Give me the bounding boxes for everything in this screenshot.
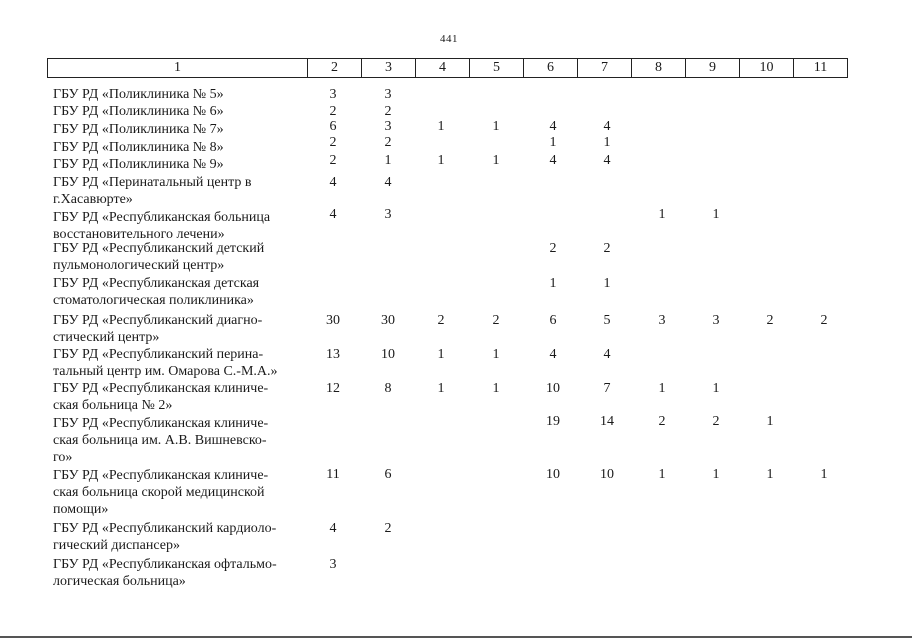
row-label — [53, 556, 318, 590]
row-value-col-8: 2 — [658, 414, 666, 429]
row-label-line: ГБУ РД «Поликлиника № 5» — [53, 87, 224, 102]
row-label-line: восстановительного лечени» — [53, 227, 225, 242]
row-label-line: го» — [53, 450, 73, 465]
row-value-col-7: 1 — [603, 276, 611, 291]
column-header-11: 11 — [794, 59, 848, 78]
row-value-col-10: 1 — [766, 414, 774, 429]
row-value-col-5: 1 — [492, 347, 500, 362]
row-label-line: ГБУ РД «Республиканская детская — [53, 276, 260, 291]
row-value-col-4: 1 — [437, 119, 445, 134]
row-value-col-2: 4 — [329, 175, 337, 190]
row-label-line: помощи» — [53, 502, 109, 517]
row-label — [53, 380, 318, 414]
row-value-col-6: 4 — [549, 119, 557, 134]
row-label — [53, 240, 318, 274]
row-value-col-7: 7 — [603, 381, 611, 396]
row-label-line: ская больница им. А.В. Вишневско- — [53, 433, 267, 448]
row-label-line: ГБУ РД «Республиканская клиниче- — [53, 381, 269, 396]
row-label-line: ГБУ РД «Республиканский кардиоло- — [53, 521, 277, 536]
row-label-line: тальный центр им. Омарова С.-М.А.» — [53, 364, 278, 379]
row-value-col-3: 30 — [381, 313, 395, 328]
row-value-col-3: 10 — [381, 347, 395, 362]
row-label — [53, 86, 318, 103]
page-bottom-rule — [0, 636, 912, 638]
row-value-col-2: 30 — [326, 313, 340, 328]
row-label — [53, 174, 318, 208]
row-label-line: ГБУ РД «Республиканская офтальмо- — [53, 557, 277, 572]
row-value-col-2: 6 — [329, 119, 337, 134]
row-value-col-7: 1 — [603, 135, 611, 150]
row-value-col-3: 3 — [384, 87, 392, 102]
row-label-line: ГБУ РД «Республиканский детский — [53, 241, 265, 256]
page-number: 441 — [440, 33, 458, 45]
row-value-col-4: 1 — [437, 153, 445, 168]
row-value-col-3: 8 — [384, 381, 392, 396]
row-label-line: ГБУ РД «Республиканская больница — [53, 210, 271, 225]
row-label — [53, 312, 318, 346]
row-value-col-7: 2 — [603, 241, 611, 256]
row-value-col-10: 2 — [766, 313, 774, 328]
row-label-line: гический диспансер» — [53, 538, 180, 553]
row-value-col-2: 13 — [326, 347, 340, 362]
row-value-col-5: 1 — [492, 381, 500, 396]
row-label-line: ская больница № 2» — [53, 398, 173, 413]
row-value-col-4: 1 — [437, 381, 445, 396]
column-header-8: 8 — [632, 59, 686, 78]
row-label-line: ГБУ РД «Поликлиника № 7» — [53, 122, 224, 137]
row-value-col-7: 14 — [600, 414, 614, 429]
row-label — [53, 346, 318, 380]
row-value-col-7: 10 — [600, 467, 614, 482]
row-label-line: ГБУ РД «Поликлиника № 6» — [53, 104, 224, 119]
row-value-col-6: 4 — [549, 153, 557, 168]
row-value-col-4: 1 — [437, 347, 445, 362]
row-label-line: пульмонологический центр» — [53, 258, 225, 273]
row-label-line: ГБУ РД «Республиканская клиниче- — [53, 468, 269, 483]
row-label-line: ГБУ РД «Перинатальный центр в — [53, 175, 252, 190]
column-header-9: 9 — [686, 59, 740, 78]
row-label-line: логическая больница» — [53, 574, 186, 589]
row-label-line: ГБУ РД «Республиканский диагно- — [53, 313, 263, 328]
row-value-col-9: 1 — [712, 467, 720, 482]
row-value-col-3: 1 — [384, 153, 392, 168]
row-value-col-8: 3 — [658, 313, 666, 328]
row-label — [53, 415, 318, 466]
row-value-col-6: 1 — [549, 135, 557, 150]
row-value-col-2: 3 — [329, 557, 337, 572]
column-header-2: 2 — [308, 59, 362, 78]
row-value-col-8: 1 — [658, 207, 666, 222]
row-value-col-3: 4 — [384, 175, 392, 190]
row-value-col-7: 4 — [603, 347, 611, 362]
row-value-col-7: 5 — [603, 313, 611, 328]
row-label-line: стический центр» — [53, 330, 160, 345]
row-value-col-6: 6 — [549, 313, 557, 328]
row-value-col-9: 3 — [712, 313, 720, 328]
row-value-col-9: 2 — [712, 414, 720, 429]
column-header-1: 1 — [48, 59, 308, 78]
row-value-col-9: 1 — [712, 207, 720, 222]
row-value-col-4: 2 — [437, 313, 445, 328]
row-label — [53, 467, 318, 518]
row-label — [53, 156, 318, 173]
row-label — [53, 121, 318, 138]
column-header-3: 3 — [362, 59, 416, 78]
row-value-col-9: 1 — [712, 381, 720, 396]
row-value-col-6: 2 — [549, 241, 557, 256]
row-value-col-3: 6 — [384, 467, 392, 482]
row-value-col-3: 3 — [384, 207, 392, 222]
row-label — [53, 139, 318, 156]
row-label-line: ГБУ РД «Республиканская клиниче- — [53, 416, 269, 431]
row-value-col-6: 4 — [549, 347, 557, 362]
row-value-col-2: 2 — [329, 135, 337, 150]
row-value-col-3: 2 — [384, 521, 392, 536]
column-header-10: 10 — [740, 59, 794, 78]
row-value-col-3: 2 — [384, 104, 392, 119]
row-value-col-5: 1 — [492, 119, 500, 134]
row-value-col-11: 1 — [820, 467, 828, 482]
row-value-col-2: 2 — [329, 104, 337, 119]
row-value-col-6: 10 — [546, 467, 560, 482]
row-label-line: г.Хасавюрте» — [53, 192, 133, 207]
row-value-col-10: 1 — [766, 467, 774, 482]
row-value-col-6: 1 — [549, 276, 557, 291]
row-label — [53, 520, 318, 554]
row-value-col-8: 1 — [658, 467, 666, 482]
row-value-col-2: 4 — [329, 207, 337, 222]
row-value-col-2: 11 — [326, 467, 340, 482]
row-value-col-6: 10 — [546, 381, 560, 396]
row-value-col-2: 3 — [329, 87, 337, 102]
row-value-col-3: 2 — [384, 135, 392, 150]
column-header-7: 7 — [578, 59, 632, 78]
column-header-6: 6 — [524, 59, 578, 78]
row-label — [53, 275, 318, 309]
row-value-col-2: 12 — [326, 381, 340, 396]
row-value-col-5: 2 — [492, 313, 500, 328]
row-value-col-2: 2 — [329, 153, 337, 168]
row-label — [53, 209, 318, 243]
row-value-col-8: 1 — [658, 381, 666, 396]
row-value-col-7: 4 — [603, 153, 611, 168]
row-value-col-5: 1 — [492, 153, 500, 168]
row-label-line: ГБУ РД «Республиканский перина- — [53, 347, 264, 362]
row-value-col-6: 19 — [546, 414, 560, 429]
row-value-col-7: 4 — [603, 119, 611, 134]
row-value-col-2: 4 — [329, 521, 337, 536]
column-header-5: 5 — [470, 59, 524, 78]
row-label-line: ГБУ РД «Поликлиника № 9» — [53, 157, 224, 172]
row-value-col-11: 2 — [820, 313, 828, 328]
row-label — [53, 103, 318, 120]
row-label-line: ская больница скорой медицинской — [53, 485, 265, 500]
column-header-4: 4 — [416, 59, 470, 78]
row-label-line: ГБУ РД «Поликлиника № 8» — [53, 140, 224, 155]
row-value-col-3: 3 — [384, 119, 392, 134]
row-label-line: стоматологическая поликлиника» — [53, 293, 254, 308]
